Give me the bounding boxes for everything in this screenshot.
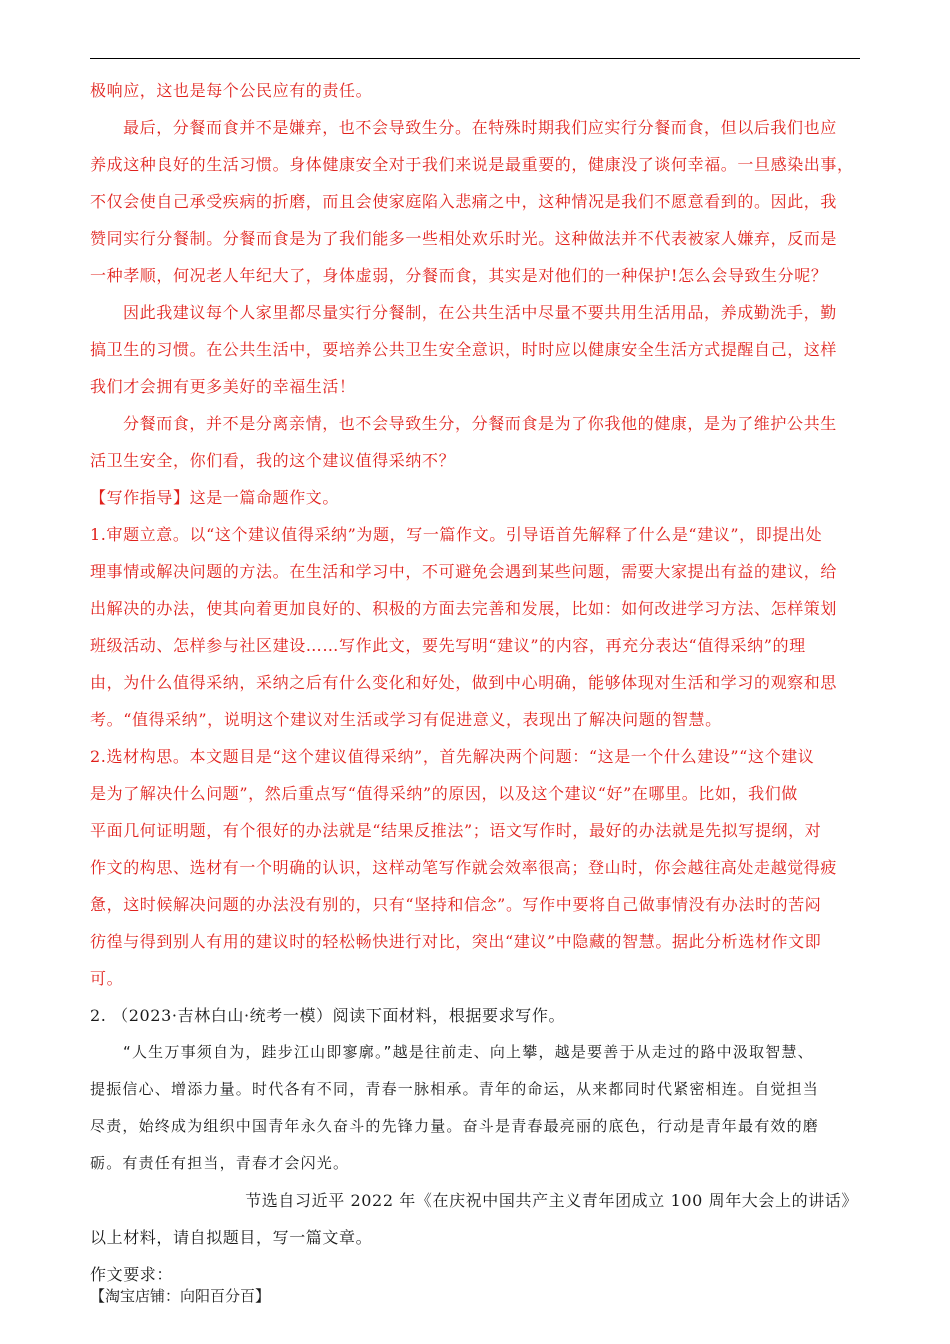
- text-line: 最后，分餐而食并不是嫌弃，也不会导致生分。在特殊时期我们应实行分餐而食，但以后我们也应: [123, 118, 837, 137]
- text-line: 出解决的办法，使其向着更加良好的、积极的方面去完善和发展，比如：如何改进学习方法、怎样策划: [90, 599, 838, 618]
- material-line: “人生万事须自为，跬步江山即寥廓。”越是往前走、向上攀，越是要善于从走过的路中汲取智慧、: [123, 1043, 814, 1061]
- instruction-line: 以上材料，请自拟题目，写一篇文章。: [90, 1228, 373, 1247]
- text-line: 养成这种良好的生活习惯。身体健康安全对于我们来说是最重要的，健康没了谈何幸福。一旦感染出事，: [90, 155, 854, 174]
- header-rule: [90, 58, 860, 59]
- requirements-label: 作文要求：: [90, 1265, 174, 1284]
- page-body: [90, 72, 860, 1293]
- text-line: 由，为什么值得采纳，采纳之后有什么变化和好处，做到中心明确，能够体现对生活和学习的观察和思: [90, 673, 838, 692]
- text-line: 理事情或解决问题的方法。在生活和学习中，不可避免会遇到某些问题，需要大家提出有益的建议，给: [90, 562, 838, 581]
- text-line: 因此我建议每个人家里都尽量实行分餐制，在公共生活中尽量不要共用生活用品，养成勤洗手，勤: [123, 303, 837, 322]
- writing-guide-heading: 【写作指导】这是一篇命题作文。: [90, 488, 340, 507]
- question-heading: 2. （2023·吉林白山·统考一模）阅读下面材料，根据要求写作。: [90, 1006, 566, 1025]
- text-line: 搞卫生的习惯。在公共生活中，要培养公共卫生安全意识，时时应以健康安全生活方式提醒自己，这样: [90, 340, 838, 359]
- text-line: 可。: [90, 969, 124, 988]
- text-line: 考。“值得采纳”，说明这个建议对生活或学习有促进意义，表现出了解决问题的智慧。: [90, 710, 722, 729]
- text-line: 1.审题立意。以“这个建议值得采纳”为题，写一篇作文。引导语首先解释了什么是“建议”，即提出处: [90, 525, 823, 544]
- text-line: 平面几何证明题，有个很好的办法就是“结果反推法”；语文写作时，最好的办法就是先拟写提纲，对: [90, 821, 822, 840]
- text-line: 2.选材构思。本文题目是“这个建议值得采纳”，首先解决两个问题：“这是一个什么建设”“这个建议: [90, 747, 815, 766]
- material-line: 砺。有责任有担当，青春才会闪光。: [90, 1154, 350, 1172]
- text-line: 极响应，这也是每个公民应有的责任。: [90, 81, 373, 100]
- text-line: 不仅会使自己承受疾病的折磨，而且会使家庭陷入悲痛之中，这种情况是我们不愿意看到的。因此，我: [90, 192, 838, 211]
- text-line: 是为了解决什么问题”，然后重点写“值得采纳”的原因，以及这个建议“好”在哪里。比如，我们做: [90, 784, 798, 803]
- text-line: 班级活动、怎样参与社区建设……写作此文，要先写明“建议”的内容，再充分表达“值得采纳”的理: [90, 636, 806, 655]
- text-line: 我们才会拥有更多美好的幸福生活！: [90, 377, 356, 396]
- footer-store-label: 【淘宝店铺：向阳百分百】: [90, 1287, 271, 1305]
- text-line: 作文的构思、选材有一个明确的认识，这样动笔写作就会效率很高；登山时，你会越往高处走越觉得疲: [90, 858, 838, 877]
- material-line: 尽责，始终成为组织中国青年永久奋斗的先锋力量。奋斗是青春最亮丽的底色，行动是青年最有效的磨: [90, 1117, 820, 1135]
- text-line: 活卫生安全，你们看，我的这个建议值得采纳不？: [90, 451, 456, 470]
- material-source: 节选自习近平 2022 年《在庆祝中国共产主义青年团成立 100 周年大会上的讲话》: [245, 1191, 858, 1210]
- text-line: 惫，这时候解决问题的办法没有别的，只有“坚持和信念”。写作中要将自己做事情没有办法时的苦闷: [90, 895, 822, 914]
- text-line: 彷徨与得到别人有用的建议时的轻松畅快进行对比，突出“建议”中隐藏的智慧。据此分析选材作文即: [90, 932, 822, 951]
- text-line: 分餐而食，并不是分离亲情，也不会导致生分，分餐而食是为了你我他的健康，是为了维护公共生: [123, 414, 837, 433]
- material-line: 提振信心、增添力量。时代各有不同，青春一脉相承。青年的命运，从来都同时代紧密相连。自觉担当: [90, 1080, 820, 1098]
- text-line: 一种孝顺，何况老人年纪大了，身体虚弱，分餐而食，其实是对他们的一种保护!怎么会导致生分呢？: [90, 266, 828, 285]
- text-line: 赞同实行分餐制。分餐而食是为了我们能多一些相处欢乐时光。这种做法并不代表被家人嫌弃，反而是: [90, 229, 838, 248]
